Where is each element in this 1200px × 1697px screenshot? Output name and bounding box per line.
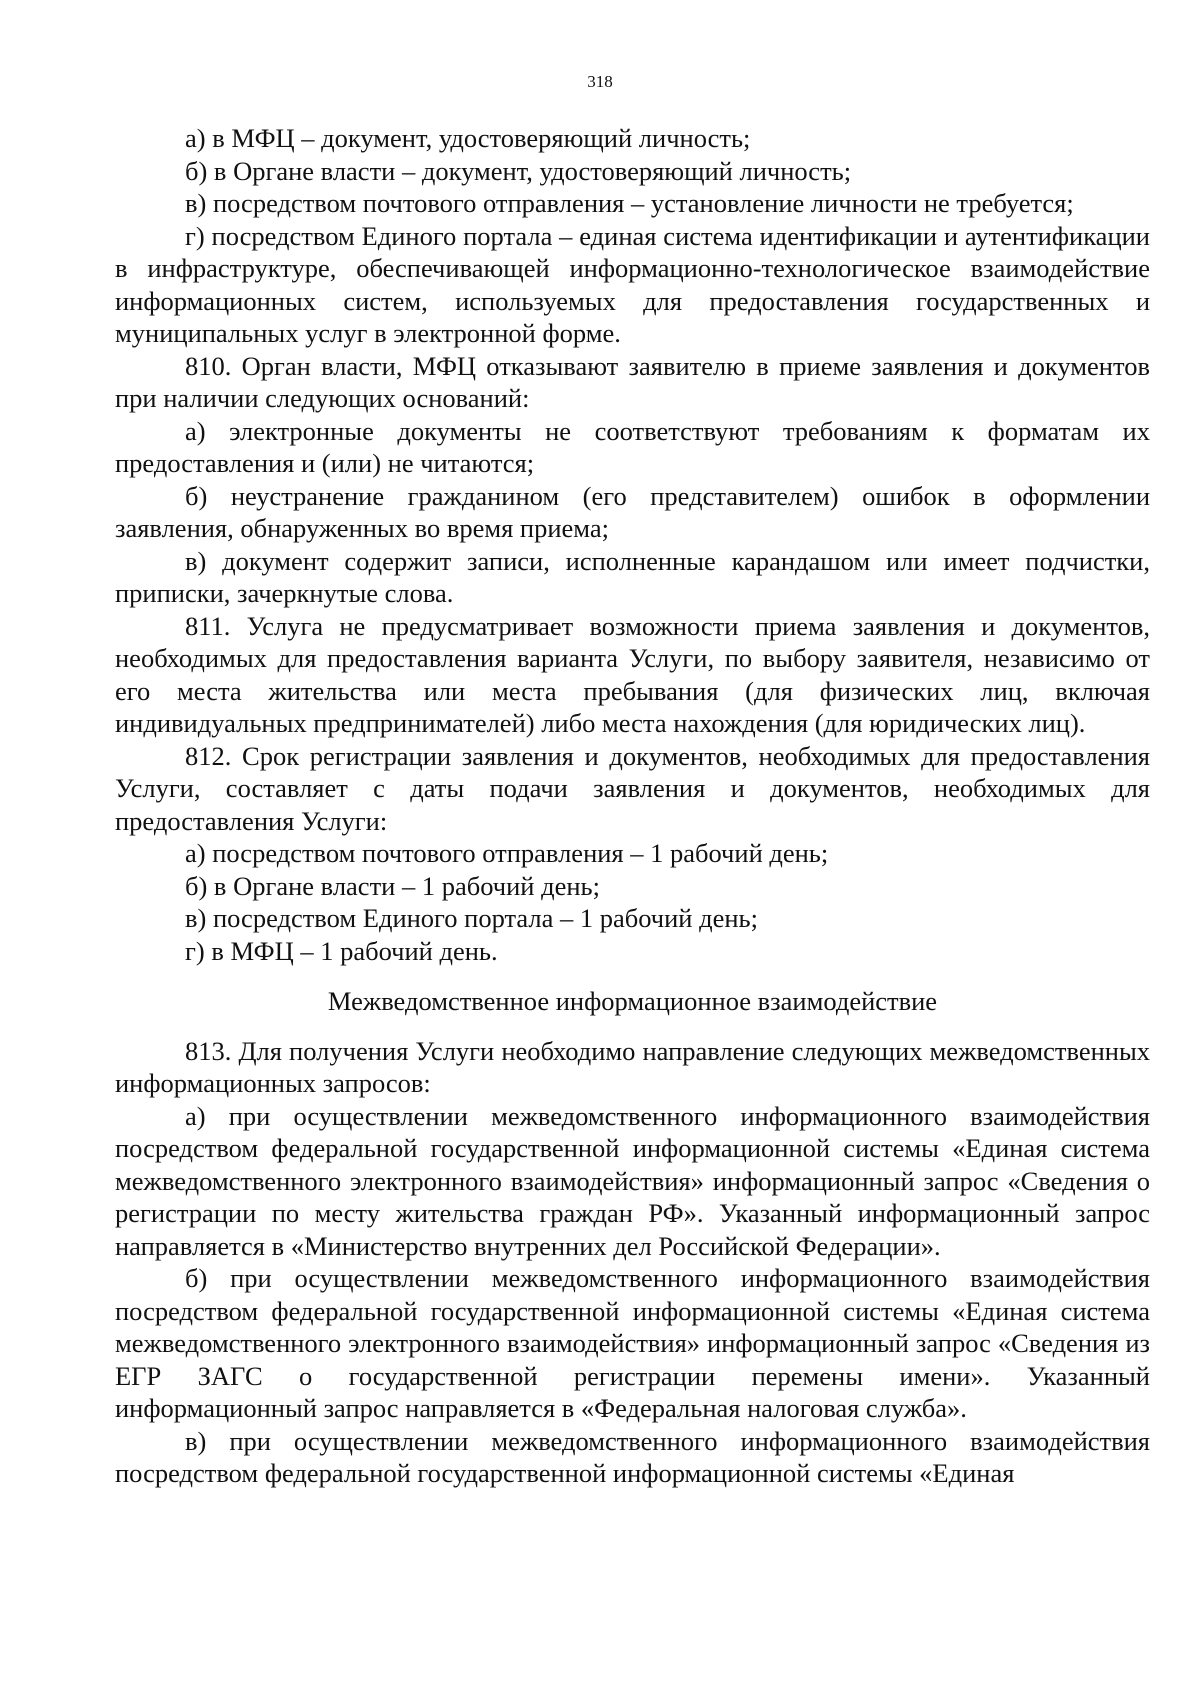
section-heading: Межведомственное информационное взаимодействие <box>327 986 938 1016</box>
paragraph: в) посредством почтового отправления – установление личности не требуется; <box>185 188 1074 218</box>
document-body <box>115 122 1150 1490</box>
paragraph: 812. Срок регистрации заявления и документов, необходимых для предоставления Услуги, составляет с даты подачи заявления и документов, необходимых для предоставления Услуги: <box>115 740 1150 836</box>
page-number: 318 <box>587 72 613 91</box>
paragraph: 811. Услуга не предусматривает возможности приема заявления и документов, необходимых для предоставления варианта Услуги, по выбору заявителя, независимо от его места жительства или места пребывания (для физических лиц, включая индивидуальных предпринимателей) либо места нахождения (для юридических лиц). <box>115 610 1150 738</box>
paragraph: в) документ содержит записи, исполненные карандашом или имеет подчистки, приписки, зачеркнутые слова. <box>115 545 1150 608</box>
paragraph: б) при осуществлении межведомственного информационного взаимодействия посредством федеральной государственной информационной системы «Единая система межведомственного электронного взаимодействия» информационный запрос «Сведения из ЕГР ЗАГС о государственной регистрации перемены имени». Указанный информационный запрос направляется в «Федеральная налоговая служба». <box>115 1263 1150 1423</box>
paragraph: в) при осуществлении межведомственного информационного взаимодействия посредством федеральной государственной информационной системы «Единая <box>115 1425 1150 1488</box>
paragraph: б) в Органе власти – 1 рабочий день; <box>185 870 600 901</box>
paragraph: 813. Для получения Услуги необходимо направление следующих межведомственных информационных запросов: <box>115 1035 1150 1098</box>
paragraph: а) при осуществлении межведомственного информационного взаимодействия посредством федеральной государственной информационной системы «Единая система межведомственного электронного взаимодействия» информационный запрос «Сведения о регистрации по месту жительства граждан РФ». Указанный информационный запрос направляется в «Министерство внутренних дел Российской Федерации». <box>115 1100 1150 1261</box>
paragraph: б) неустранение гражданином (его представителем) ошибок в оформлении заявления, обнаруженных во время приема; <box>115 480 1150 543</box>
paragraph: г) в МФЦ – 1 рабочий день. <box>185 935 498 966</box>
paragraph: 810. Орган власти, МФЦ отказывают заявителю в приеме заявления и документов при наличии следующих оснований: <box>115 350 1150 413</box>
paragraph: а) в МФЦ – документ, удостоверяющий личность; <box>185 123 751 153</box>
paragraph: г) посредством Единого портала – единая система идентификации и аутентификации в инфраструктуре, обеспечивающей информационно-технологическое взаимодействие информационных систем, используемых для предоставления государственных и муниципальных услуг в электронной форме. <box>115 220 1150 348</box>
paragraph: б) в Органе власти – документ, удостоверяющий личность; <box>185 155 852 186</box>
paragraph: а) электронные документы не соответствуют требованиям к форматам их предоставления и (или) не читаются; <box>115 415 1150 478</box>
paragraph: в) посредством Единого портала – 1 рабочий день; <box>185 903 758 933</box>
paragraph: а) посредством почтового отправления – 1 рабочий день; <box>185 838 829 868</box>
